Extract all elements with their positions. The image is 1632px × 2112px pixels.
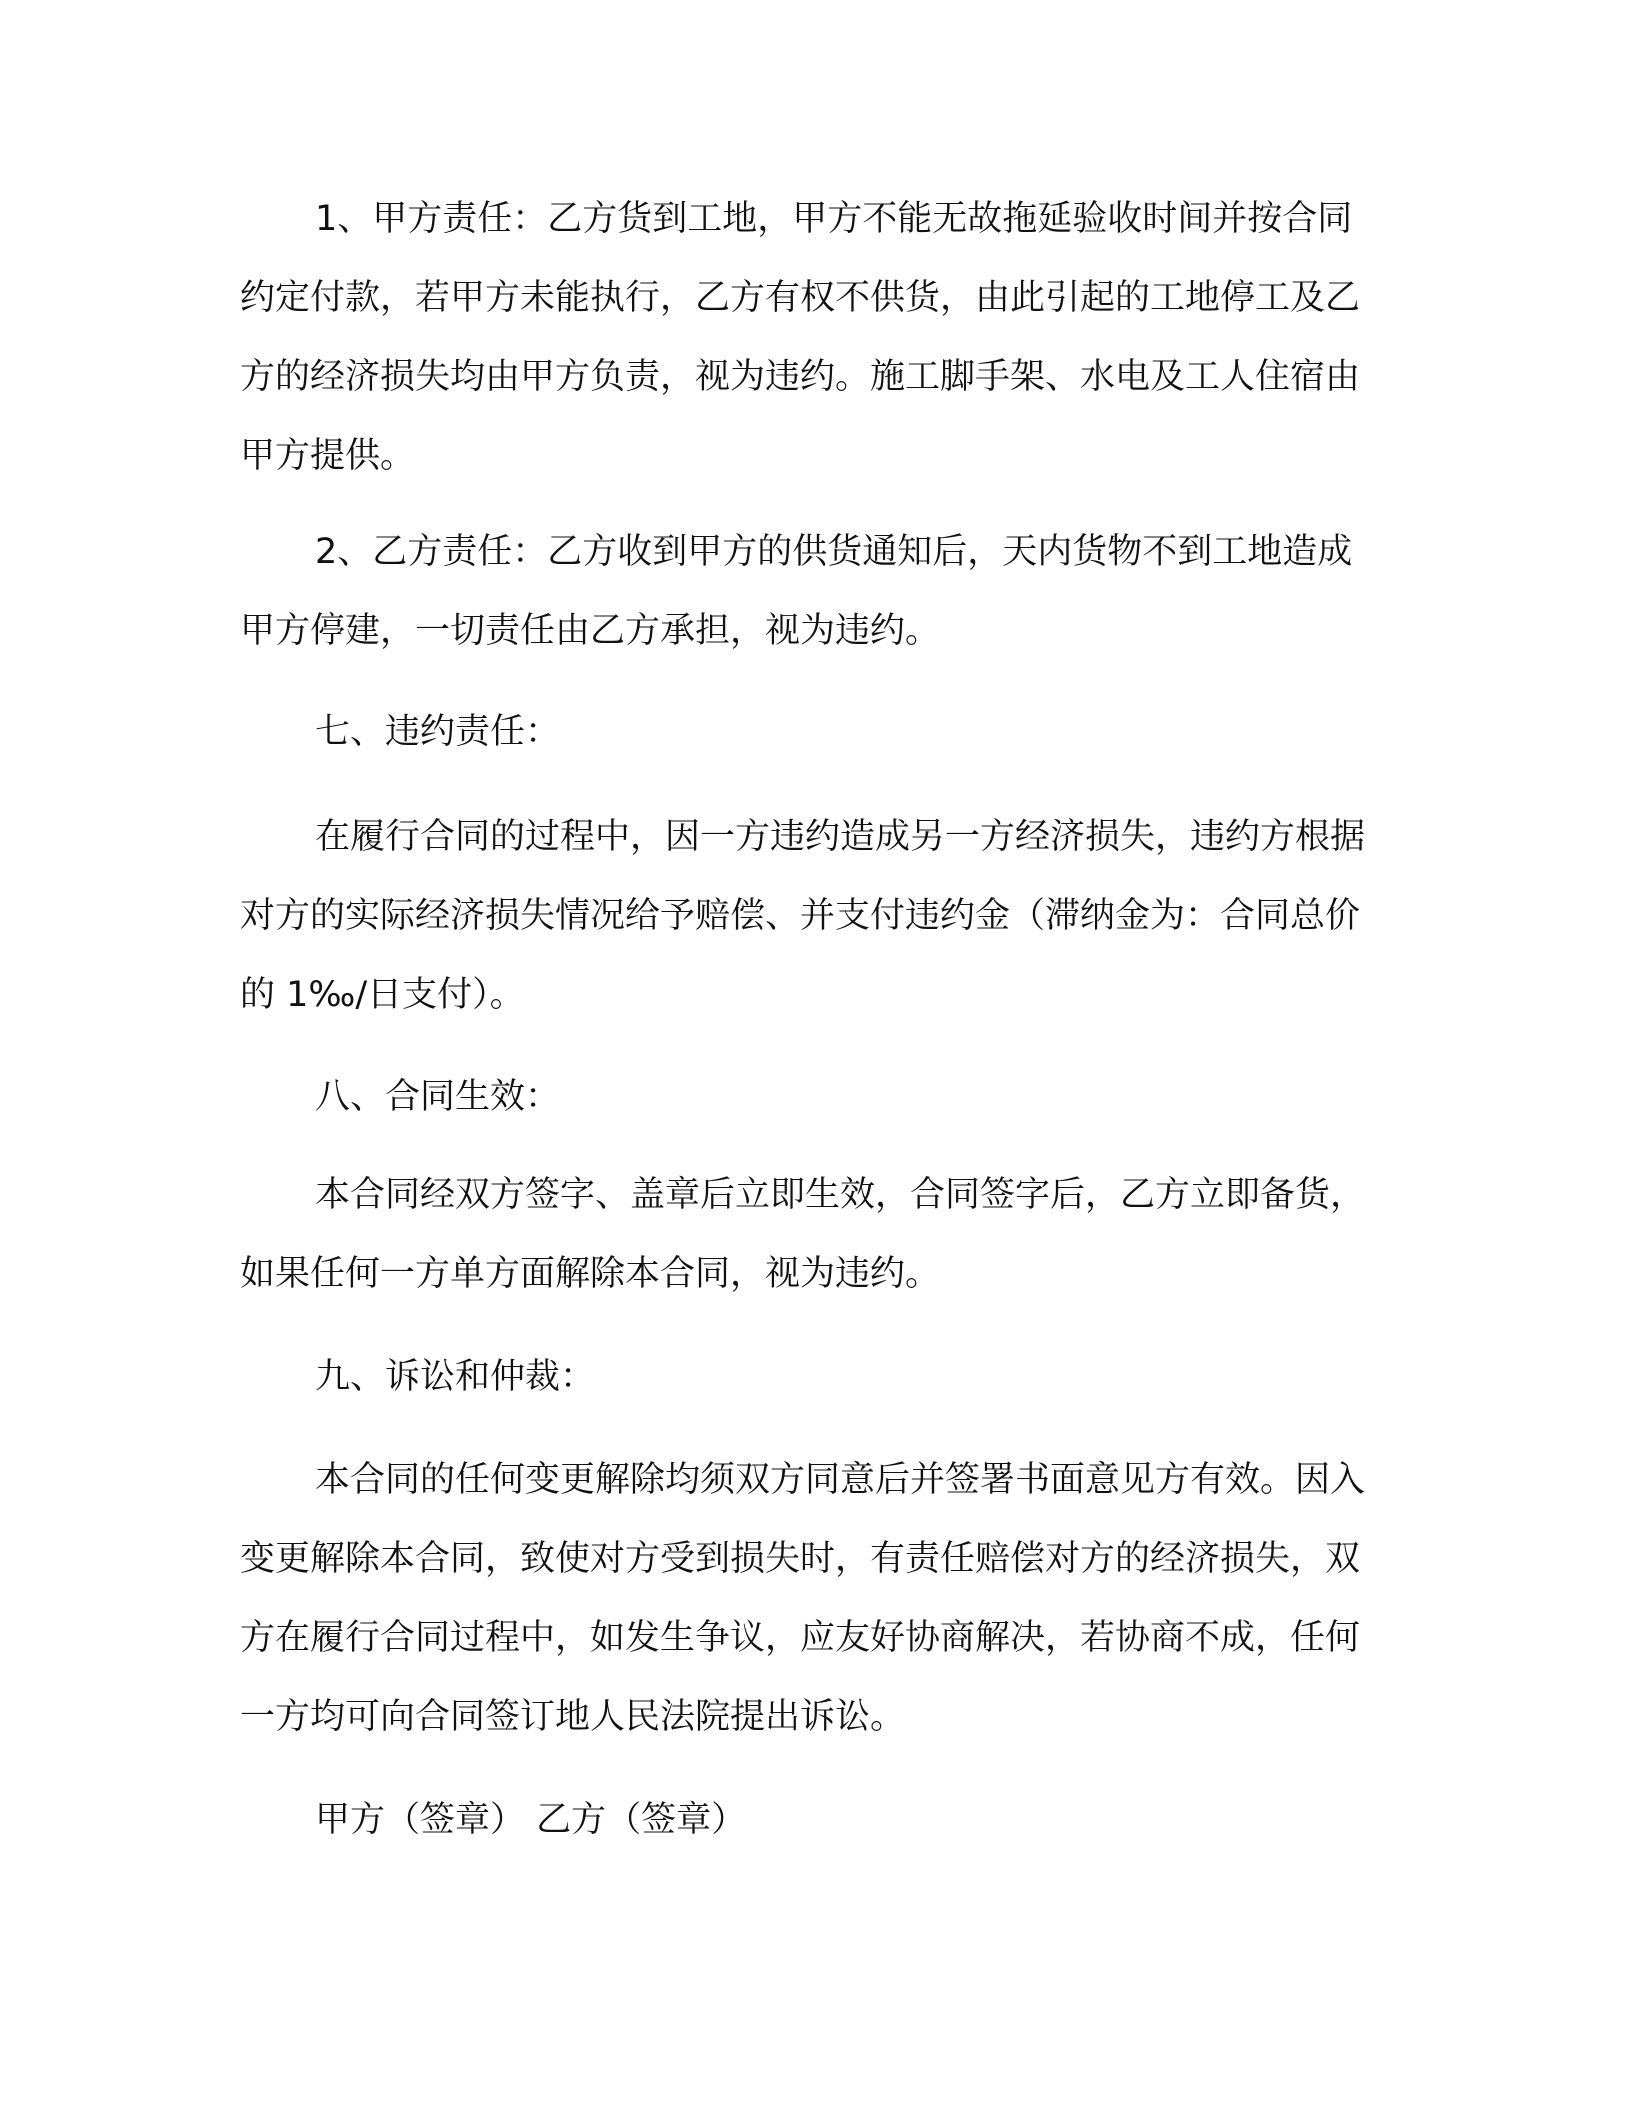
clause-litigation-arbitration: 本合同的任何变更解除均须双方同意后并签署书面意见方有效。因入变更解除本合同，致使对方受到损失时，有责任赔偿对方的经济损失，双方在履行合同过程中，如发生争议，应友好协商解决，若协商不成，任何一方均可向合同签订地人民法院提出诉讼。 bbox=[240, 1460, 1366, 1737]
clause-contract-effectiveness: 本合同经双方签字、盖章后立即生效，合同签字后，乙方立即备货，如果任何一方单方面解除本合同，视为违约。 bbox=[240, 1175, 1366, 1294]
clause-breach-liability: 在履行合同的过程中，因一方违约造成另一方经济损失，违约方根据对方的实际经济损失情况给予赔偿、并支付违约金（滞纳金为：合同总价的 1‰/日支付）。 bbox=[240, 817, 1366, 1015]
section-heading-breach: 七、违约责任： bbox=[315, 712, 561, 752]
signature-line: 甲方（签章） 乙方（签章） bbox=[315, 1800, 747, 1840]
section-heading-effectiveness: 八、合同生效： bbox=[315, 1077, 561, 1117]
clause-party-b-responsibility: 2、乙方责任：乙方收到甲方的供货通知后，天内货物不到工地造成甲方停建，一切责任由乙方承担，视为违约。 bbox=[240, 532, 1353, 651]
section-heading-litigation: 九、诉讼和仲裁： bbox=[315, 1357, 596, 1397]
clause-party-a-responsibility: 1、甲方责任：乙方货到工地，甲方不能无故拖延验收时间并按合同约定付款，若甲方未能执行，乙方有权不供货，由此引起的工地停工及乙方的经济损失均由甲方负责，视为违约。施工脚手架、水电及工人住宿由甲方提供。 bbox=[240, 199, 1361, 476]
